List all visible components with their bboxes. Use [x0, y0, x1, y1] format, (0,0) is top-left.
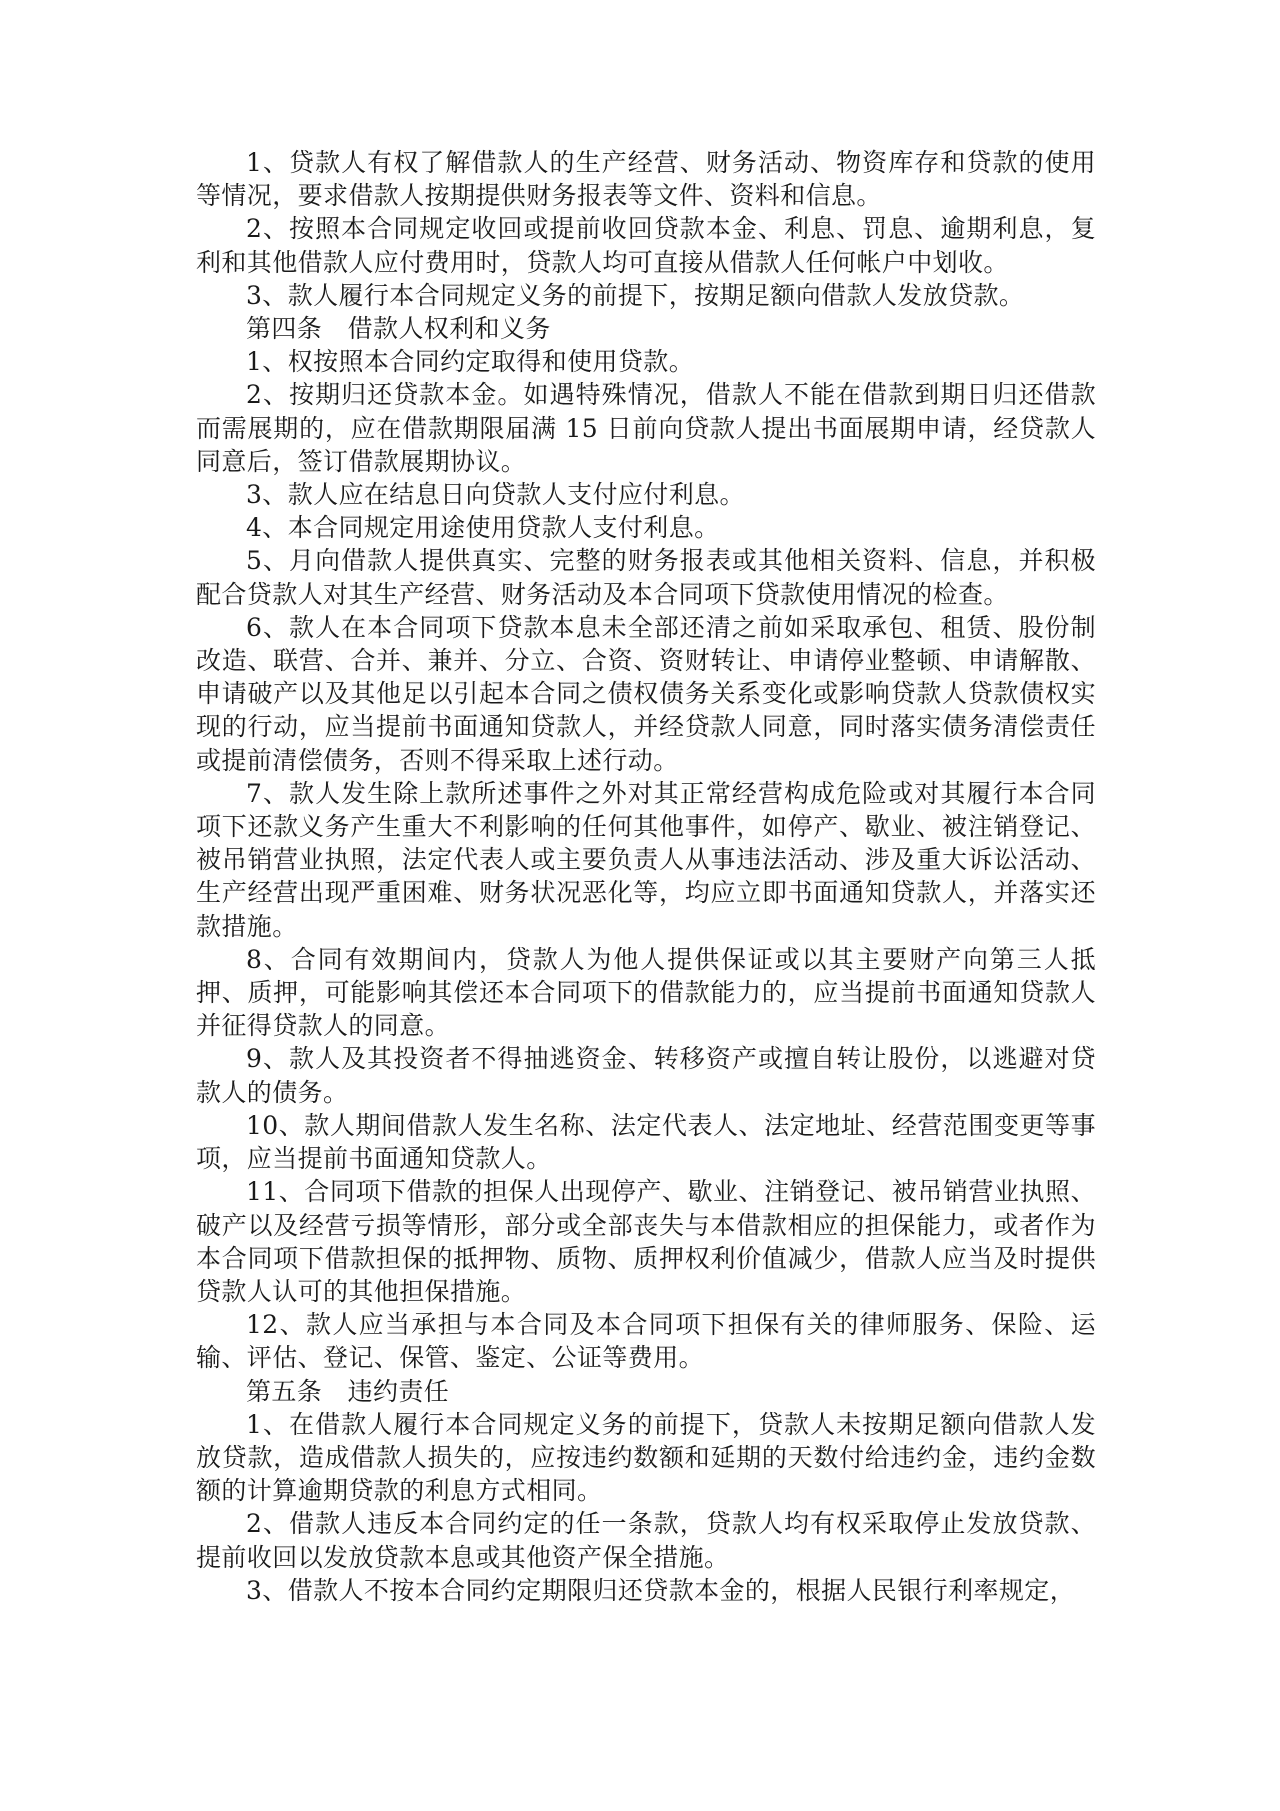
lender-right-2: 2、按照本合同规定收回或提前收回贷款本金、利息、罚息、逾期利息，复利和其他借款人应付费用时，贷款人均可直接从借款人任何帐户中划收。: [196, 214, 1096, 277]
borrower-clause-3: 3、款人应在结息日向贷款人支付应付利息。: [246, 480, 745, 510]
borrower-clause-2: 2、按期归还贷款本金。如遇特殊情况，借款人不能在借款到期日归还借款而需展期的，应在借款期限届满 15 日前向贷款人提出书面展期申请，经贷款人同意后，签订借款展期协议。: [196, 380, 1096, 476]
borrower-clause-12: 12、款人应当承担与本合同及本合同项下担保有关的律师服务、保险、运输、评估、登记、保管、鉴定、公证等费用。: [196, 1310, 1096, 1373]
article-5-heading: 第五条 违约责任: [246, 1376, 450, 1406]
borrower-clause-4: 4、本合同规定用途使用贷款人支付利息。: [246, 513, 720, 543]
lender-right-3: 3、款人履行本合同规定义务的前提下，按期足额向借款人发放贷款。: [246, 280, 1025, 310]
borrower-clause-7: 7、款人发生除上款所述事件之外对其正常经营构成危险或对其履行本合同项下还款义务产生重大不利影响的任何其他事件，如停产、歇业、被注销登记、被吊销营业执照，法定代表人或主要负责人从事违法活动、涉及重大诉讼活动、生产经营出现严重困难、财务状况恶化等，均应立即书面通知贷款人，并落实还款措施。: [196, 778, 1096, 941]
lender-right-1: 1、贷款人有权了解借款人的生产经营、财务活动、物资库存和贷款的使用等情况，要求借款人按期提供财务报表等文件、资料和信息。: [196, 148, 1096, 211]
article-4-heading: 第四条 借款人权利和义务: [246, 314, 551, 344]
borrower-clause-9: 9、款人及其投资者不得抽逃资金、转移资产或擅自转让股份，以逃避对贷款人的债务。: [196, 1044, 1096, 1107]
borrower-clause-1: 1、权按照本合同约定取得和使用贷款。: [246, 347, 695, 377]
borrower-clause-10: 10、款人期间借款人发生名称、法定代表人、法定地址、经营范围变更等事项，应当提前书面通知贷款人。: [196, 1110, 1096, 1174]
borrower-clause-11: 11、合同项下借款的担保人出现停产、歇业、注销登记、被吊销营业执照、破产以及经营亏损等情形，部分或全部丧失与本借款相应的担保能力，或者作为本合同项下借款担保的抵押物、质物、质押权利价值减少，借款人应当及时提供贷款人认可的其他担保措施。: [196, 1177, 1096, 1306]
liability-clause-3: 3、借款人不按本合同约定期限归还贷款本金的，根据人民银行利率规定，: [246, 1575, 1076, 1605]
liability-clause-1: 1、在借款人履行本合同规定义务的前提下，贷款人未按期足额向借款人发放贷款，造成借款人损失的，应按违约数额和延期的天数付给违约金，违约金数额的计算逾期贷款的利息方式相同。: [196, 1409, 1096, 1506]
document-body: [196, 146, 1096, 1607]
borrower-clause-8: 8、合同有效期间内，贷款人为他人提供保证或以其主要财产向第三人抵押、质押，可能影响其偿还本合同项下的借款能力的，应当提前书面通知贷款人并征得贷款人的同意。: [196, 944, 1096, 1041]
borrower-clause-6: 6、款人在本合同项下贷款本息未全部还清之前如采取承包、租赁、股份制改造、联营、合并、兼并、分立、合资、资财转让、申请停业整顿、申请解散、申请破产以及其他足以引起本合同之债权债务关系变化或影响贷款人贷款债权实现的行动，应当提前书面通知贷款人，并经贷款人同意，同时落实债务清偿责任或提前清偿债务，否则不得采取上述行动。: [196, 612, 1096, 775]
borrower-clause-5: 5、月向借款人提供真实、完整的财务报表或其他相关资料、信息，并积极配合贷款人对其生产经营、财务活动及本合同项下贷款使用情况的检查。: [196, 546, 1096, 609]
liability-clause-2: 2、借款人违反本合同约定的任一条款，贷款人均有权采取停止发放贷款、提前收回以发放贷款本息或其他资产保全措施。: [196, 1509, 1096, 1572]
